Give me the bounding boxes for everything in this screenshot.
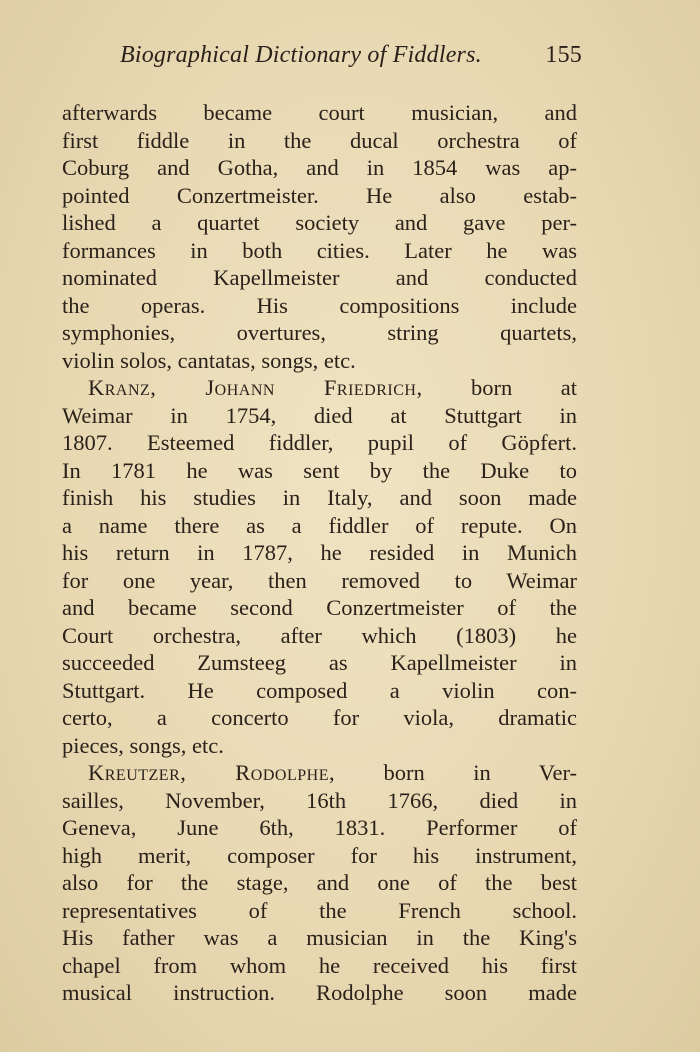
text-line — [62, 429, 577, 457]
line-text: symphonies, overtures, string quartets, — [62, 320, 577, 345]
text-line — [62, 512, 577, 540]
line-text: born in Ver- — [335, 760, 577, 785]
line-text: a name there as a fiddler of repute. On — [62, 512, 577, 538]
line-text: nominated Kapellmeister and conducted — [62, 265, 577, 290]
text-line — [62, 209, 577, 237]
text-line — [62, 787, 577, 815]
entry-headword: Kreutzer, Rodolphe, — [88, 760, 336, 785]
running-head-title: Biographical Dictionary of Fiddlers. — [120, 42, 482, 68]
line-text: representatives of the French school. — [62, 897, 577, 923]
line-text: lished a quartet society and gave per- — [62, 210, 577, 235]
line-text: his return in 1787, he resided in Munich — [62, 540, 577, 565]
line-text: In 1781 he was sent by the Duke to — [62, 457, 577, 483]
page-number: 155 — [545, 42, 582, 68]
line-text: also for the stage, and one of the best — [62, 870, 577, 895]
text-line — [62, 842, 577, 870]
text-line — [62, 814, 577, 842]
line-text: violin solos, cantatas, songs, etc. — [62, 347, 356, 373]
running-head — [62, 36, 582, 76]
line-text: pieces, songs, etc. — [62, 732, 224, 758]
text-line — [62, 567, 577, 595]
line-text: Weimar in 1754, died at Stuttgart in — [62, 402, 577, 428]
line-text: Stuttgart. He composed a violin con- — [62, 677, 577, 703]
text-line — [62, 952, 577, 980]
text-line — [62, 677, 577, 705]
text-line — [62, 99, 577, 127]
line-text: for one year, then removed to Weimar — [62, 567, 577, 593]
line-text: Geneva, June 6th, 1831. Performer of — [62, 815, 577, 840]
body-text — [62, 99, 577, 1007]
text-line — [62, 732, 577, 760]
line-text: chapel from whom he received his first — [62, 952, 577, 978]
text-line — [62, 484, 577, 512]
text-line — [62, 649, 577, 677]
text-line — [62, 594, 577, 622]
line-text: the operas. His compositions include — [62, 292, 577, 318]
line-text: musical instruction. Rodolphe soon made — [62, 980, 577, 1005]
text-line — [62, 237, 577, 265]
line-text: born at — [422, 375, 578, 400]
line-text: certo, a concerto for viola, dramatic — [62, 705, 577, 730]
entry-headword: Kranz, Johann Friedrich, — [88, 375, 423, 400]
line-text: high merit, composer for his instrument, — [62, 842, 577, 868]
text-line — [62, 979, 577, 1007]
line-text: afterwards became court musician, and — [62, 100, 577, 125]
text-line — [62, 869, 577, 897]
text-line — [62, 457, 577, 485]
line-text: 1807. Esteemed fiddler, pupil of Göpfert. — [62, 430, 577, 455]
line-text: His father was a musician in the King's — [62, 925, 577, 950]
text-line — [62, 347, 577, 375]
line-text: succeeded Zumsteeg as Kapellmeister in — [62, 650, 577, 675]
text-line — [62, 127, 577, 155]
entry-first-line — [62, 374, 577, 402]
entry-first-line — [62, 759, 577, 787]
text-line — [62, 897, 577, 925]
line-text: Court orchestra, after which (1803) he — [62, 622, 577, 648]
line-text: first fiddle in the ducal orchestra of — [62, 127, 577, 153]
line-text: finish his studies in Italy, and soon made — [62, 485, 577, 510]
text-line — [62, 704, 577, 732]
text-line — [62, 154, 577, 182]
text-line — [62, 924, 577, 952]
line-text: sailles, November, 16th 1766, died in — [62, 787, 577, 813]
text-line — [62, 622, 577, 650]
line-text: Coburg and Gotha, and in 1854 was ap- — [62, 155, 577, 180]
text-line — [62, 292, 577, 320]
text-line — [62, 402, 577, 430]
text-line — [62, 182, 577, 210]
line-text: formances in both cities. Later he was — [62, 237, 577, 263]
text-line — [62, 319, 577, 347]
text-line — [62, 539, 577, 567]
line-text: and became second Conzertmeister of the — [62, 595, 577, 620]
text-line — [62, 264, 577, 292]
line-text: pointed Conzertmeister. He also estab- — [62, 182, 577, 208]
